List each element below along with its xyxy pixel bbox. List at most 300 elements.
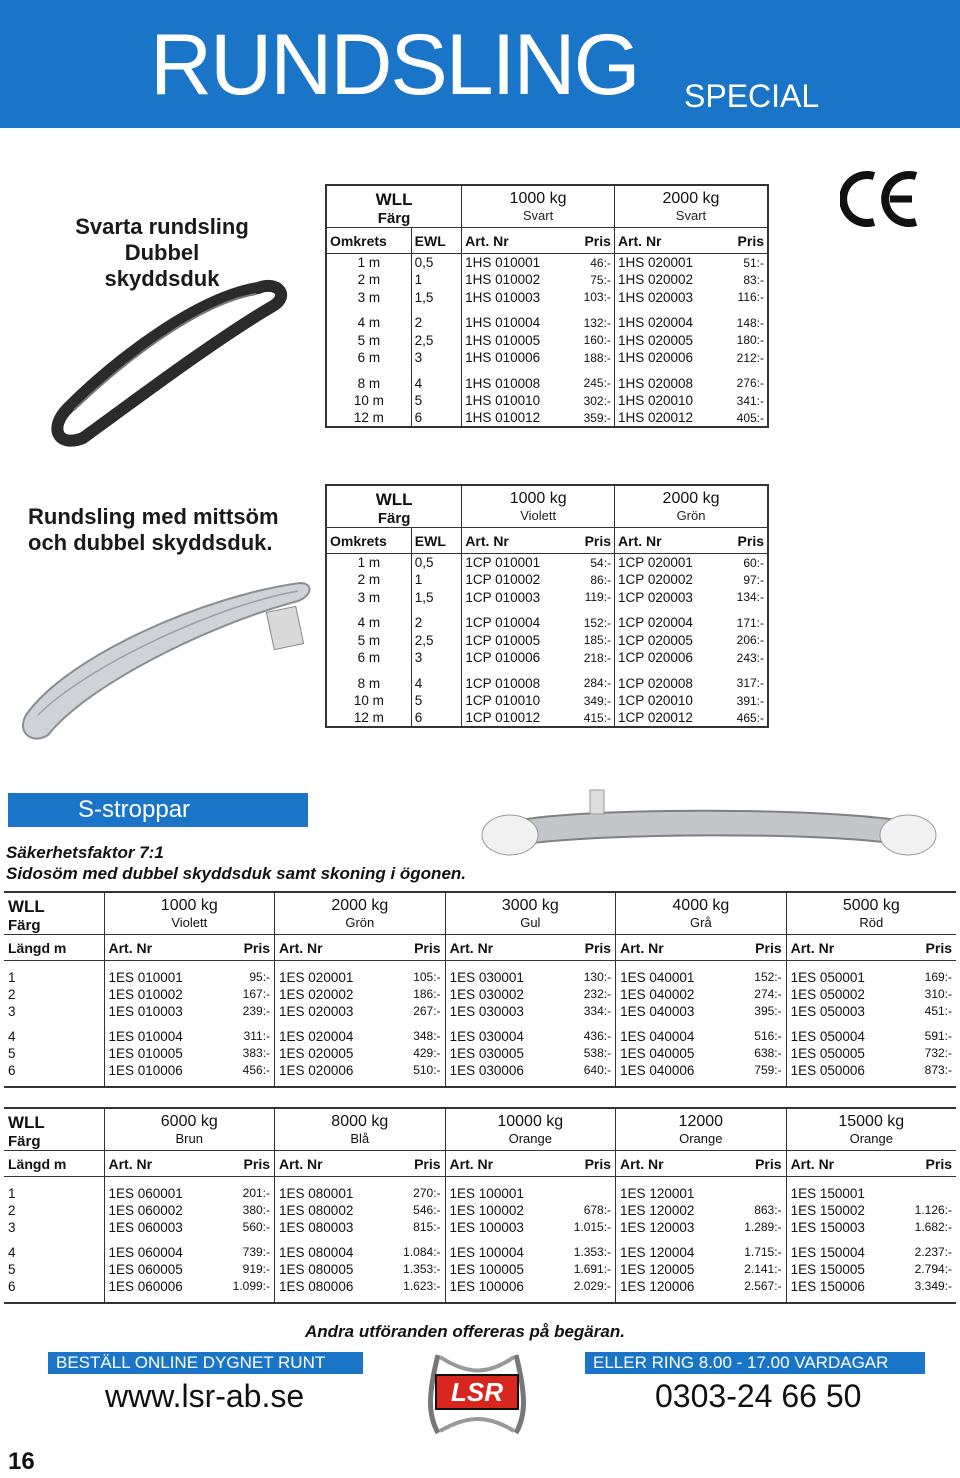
capacity-label: 12000 [678,1113,724,1130]
omkrets-cell: 1 m [357,255,381,270]
price-cell: 451:- [924,1004,952,1018]
price-cell: 119:- [584,590,612,605]
col-header-art: Art. Nr [445,1151,555,1177]
col-header-ewl: EWL [411,528,462,554]
art-nr-cell: 1HS 020010 [614,392,722,410]
art-nr-cell: 1ES 030004 [445,1028,564,1045]
art-nr-cell: 1ES 080001 [275,1185,385,1202]
table-row [326,632,768,650]
art-nr-cell: 1HS 010006 [462,349,570,367]
price-cell: 134:- [736,590,764,605]
price-cell: 1.015:- [573,1220,612,1234]
ewl-cell: 2 [411,614,462,632]
ewl-cell: 3 [411,649,462,667]
table-row [326,392,768,410]
col-header-art: Art. Nr [104,1151,214,1177]
table-row [4,1028,956,1045]
wll-label: WLL [375,190,413,209]
capacity-label: 6000 kg [160,1113,218,1130]
price-cell: 284:- [583,676,612,691]
price-cell: 206:- [736,633,764,648]
price-cell: 863:- [754,1203,782,1217]
col-header-pris: Pris [722,228,768,254]
art-nr-cell: 1HS 010004 [462,314,570,332]
price-cell: 245:- [583,376,611,391]
col-header-art: Art. Nr [445,935,564,961]
price-cell: 3.349:- [914,1279,952,1293]
length-cell: 1 [8,969,16,985]
table-row [326,649,768,667]
art-nr-cell: 1CP 010005 [462,632,570,650]
price-cell: 132:- [583,315,611,330]
price-cell: 405:- [736,410,764,425]
price-cell: 2.141:- [744,1262,782,1276]
section2-rows [326,554,768,728]
capacity-label: 10000 kg [497,1113,564,1130]
price-cell: 75:- [590,272,611,287]
table-row [326,589,768,607]
phone-number: 0303-24 66 50 [655,1378,862,1414]
price-cell: 103:- [583,290,611,305]
art-nr-cell: 1HS 010005 [462,332,570,350]
art-nr-cell: 1ES 010003 [104,1003,223,1020]
safety-factor-text: Säkerhetsfaktor 7:1 [6,843,164,862]
price-cell: 152:- [583,615,612,630]
page-title: RUNDSLING [150,17,639,113]
price-cell: 60:- [743,555,764,570]
art-nr-cell: 1ES 060002 [104,1202,214,1219]
omkrets-cell: 1 m [357,555,381,570]
art-nr-cell: 1ES 050001 [786,969,905,986]
art-nr-cell: 1ES 080006 [275,1278,385,1295]
color-label: Svart [675,208,707,223]
section1-title-line2: Dubbel skyddsduk [104,240,220,291]
table-row [326,332,768,350]
capacity-label: 8000 kg [331,1113,389,1130]
art-nr-cell: 1CP 020005 [615,632,723,650]
price-cell: 160:- [583,333,611,348]
price-cell: 383:- [242,1046,271,1060]
price-cell: 2.567:- [744,1279,782,1293]
length-cell: 5 [8,1045,16,1061]
price-cell: 2.029:- [573,1279,612,1293]
art-nr-cell: 1CP 020012 [615,710,723,728]
col-header-art: Art. Nr [615,528,723,554]
wll-label: WLL [375,490,413,509]
col-header-omkrets: Omkrets [326,228,411,254]
color-label: Orange [508,1131,552,1146]
art-nr-cell: 1CP 010004 [462,614,570,632]
capacity-label: 1000 kg [160,897,218,914]
art-nr-cell: 1HS 010008 [462,375,570,393]
ewl-cell: 1,5 [411,589,462,607]
ewl-cell: 2 [411,314,461,332]
capacity-label: 2000 kg [662,190,720,207]
grey-roundsling-image [8,565,320,745]
ewl-cell: 1 [411,271,461,289]
art-nr-cell: 1ES 150004 [786,1244,896,1261]
art-nr-cell: 1CP 010003 [462,589,570,607]
price-cell: 1.715:- [744,1245,782,1259]
price-cell: 83:- [743,272,764,287]
omkrets-cell: 6 m [357,350,381,366]
price-cell: 302:- [583,393,611,408]
art-nr-cell: 1ES 040002 [616,986,735,1003]
length-cell: 1 [8,1185,16,1201]
art-nr-cell: 1ES 120001 [616,1185,726,1202]
art-nr-cell: 1ES 120005 [616,1261,726,1278]
price-cell: 815:- [413,1220,441,1234]
price-cell: 348:- [413,1029,441,1043]
art-nr-cell: 1ES 020003 [275,1003,394,1020]
ewl-cell: 4 [411,675,462,693]
price-cell: 465:- [736,710,764,725]
col-header-pris: Pris [214,1151,275,1177]
art-nr-cell: 1ES 040004 [616,1028,735,1045]
price-cell: 395:- [754,1004,782,1018]
art-nr-cell: 1ES 080002 [275,1202,385,1219]
length-cell: 3 [8,1219,16,1235]
art-nr-cell: 1ES 030005 [445,1045,564,1062]
lsr-logo [418,1345,536,1437]
header-banner [0,0,960,128]
price-cell: 270:- [413,1186,441,1200]
col-header-art: Art. Nr [614,228,722,254]
art-nr-cell: 1ES 100004 [445,1244,555,1261]
price-cell: 546:- [413,1203,441,1217]
price-cell: 591:- [924,1029,952,1043]
art-nr-cell: 1CP 020010 [615,692,723,710]
price-cell: 560:- [242,1220,271,1234]
color-label: Blå [350,1131,370,1146]
price-cell: 380:- [242,1203,271,1217]
price-cell: 1.289:- [744,1220,782,1234]
art-nr-cell: 1ES 050002 [786,986,905,1003]
art-nr-cell: 1CP 010002 [462,571,570,589]
price-cell: 334:- [583,1004,612,1018]
omkrets-cell: 6 m [357,650,381,666]
capacity-label: 1000 kg [509,490,567,507]
price-cell: 243:- [736,650,764,665]
art-nr-cell: 1ES 020005 [275,1045,394,1062]
col-header-art: Art. Nr [462,528,570,554]
col-header-pris: Pris [555,1151,616,1177]
ewl-cell: 1 [411,571,462,589]
omkrets-cell: 3 m [357,289,381,305]
table-row [4,1202,956,1219]
price-cell: 919:- [242,1262,271,1276]
omkrets-cell: 5 m [357,632,381,648]
col-header-pris: Pris [735,935,787,961]
call-hours-bar: ELLER RING 8.00 - 17.00 VARDAGAR [585,1352,925,1374]
price-cell: 86:- [590,572,612,587]
table-row [326,554,768,572]
s-stroppar-bar: S-stroppar [8,793,308,827]
table-row [326,614,768,632]
art-nr-cell: 1ES 050003 [786,1003,905,1020]
ewl-cell: 6 [411,710,462,728]
footer-note: Andra utföranden offereras på begäran. [305,1322,625,1341]
omkrets-cell: 3 m [357,589,381,605]
price-cell: 436:- [583,1029,612,1043]
price-cell: 415:- [583,710,612,725]
price-cell: 201:- [242,1186,271,1200]
section1-rows [326,254,768,428]
col-header-art: Art. Nr [104,935,223,961]
art-nr-cell: 1HS 020008 [614,375,722,393]
table-row [326,410,768,428]
length-cell: 2 [8,986,16,1002]
color-label: Grön [345,915,375,930]
price-cell: 167:- [242,987,271,1001]
price-cell: 130:- [583,970,612,984]
table-row [4,986,956,1003]
art-nr-cell: 1ES 030006 [445,1062,564,1079]
art-nr-cell: 1ES 150001 [786,1185,896,1202]
art-nr-cell: 1ES 010002 [104,986,223,1003]
s-stroppar-table2 [4,1107,956,1304]
color-label: Orange [849,1131,893,1146]
art-nr-cell: 1CP 020004 [615,614,723,632]
table-row [326,710,768,728]
color-label: Gul [520,915,541,930]
art-nr-cell: 1ES 080005 [275,1261,385,1278]
price-cell: 510:- [413,1063,441,1077]
table-row [4,1003,956,1020]
col-header-art: Art. Nr [786,1151,896,1177]
length-cell: 4 [8,1028,16,1044]
price-cell: 232:- [583,987,612,1001]
art-nr-cell: 1ES 060005 [104,1261,214,1278]
length-cell: 4 [8,1244,16,1260]
art-nr-cell: 1CP 010006 [462,649,570,667]
art-nr-cell: 1HS 010010 [462,392,570,410]
art-nr-cell: 1HS 010001 [462,254,570,272]
section1-table [325,184,769,428]
table-row [326,692,768,710]
price-cell: 538:- [583,1046,612,1060]
price-cell: 739:- [242,1245,271,1259]
omkrets-cell: 4 m [357,315,381,331]
color-label: Svart [522,208,554,223]
price-cell: 169:- [924,970,952,984]
price-cell: 359:- [583,410,611,425]
section2-table [325,484,769,728]
price-cell: 456:- [242,1063,271,1077]
art-nr-cell: 1ES 040001 [616,969,735,986]
s-stroppar-description [6,842,466,884]
col-header-art: Art. Nr [462,228,570,254]
price-cell: 429:- [413,1046,441,1060]
price-cell: 873:- [924,1063,952,1077]
col-header-ewl: EWL [411,228,461,254]
capacity-label: 2000 kg [331,897,389,914]
art-nr-cell: 1HS 020001 [614,254,722,272]
price-cell: 212:- [736,350,764,365]
table-row [4,1062,956,1079]
black-roundsling-image [28,268,298,458]
table-row [326,314,768,332]
price-cell: 2.237:- [914,1245,952,1259]
farg-label: Färg [377,210,411,227]
art-nr-cell: 1ES 080004 [275,1244,385,1261]
price-cell: 1.682:- [914,1220,952,1234]
col-header-art: Art. Nr [275,935,394,961]
col-header-art: Art. Nr [275,1151,385,1177]
art-nr-cell: 1CP 020002 [615,571,723,589]
price-cell: 391:- [736,693,764,708]
art-nr-cell: 1ES 010004 [104,1028,223,1045]
art-nr-cell: 1ES 050005 [786,1045,905,1062]
price-cell: 2.794:- [914,1262,952,1276]
price-cell: 1.353:- [403,1262,441,1276]
art-nr-cell: 1ES 080003 [275,1219,385,1236]
price-cell: 678:- [583,1203,612,1217]
price-cell: 311:- [243,1029,271,1043]
art-nr-cell: 1ES 150006 [786,1278,896,1295]
col-header-pris: Pris [570,228,615,254]
table-row [4,969,956,986]
length-cell: 3 [8,1003,16,1019]
art-nr-cell: 1ES 100005 [445,1261,555,1278]
price-cell: 640:- [583,1063,612,1077]
col-header-art: Art. Nr [616,1151,726,1177]
art-nr-cell: 1HS 020003 [614,289,722,307]
ewl-cell: 0,5 [411,254,461,272]
art-nr-cell: 1HS 010003 [462,289,570,307]
section2-title [28,504,279,556]
color-label: Grå [690,915,712,930]
col-header-pris: Pris [896,1151,956,1177]
omkrets-cell: 2 m [357,572,381,588]
omkrets-cell: 10 m [353,693,384,709]
art-nr-cell: 1ES 100003 [445,1219,555,1236]
capacity-label: 3000 kg [501,897,559,914]
art-nr-cell: 1ES 020006 [275,1062,394,1079]
lsr-logo-text: LSR [451,1377,503,1407]
art-nr-cell: 1ES 060004 [104,1244,214,1261]
price-cell: 148:- [736,315,764,330]
color-label: Violett [520,508,557,523]
color-label: Grön [676,508,706,523]
art-nr-cell: 1ES 030001 [445,969,564,986]
art-nr-cell: 1ES 120004 [616,1244,726,1261]
art-nr-cell: 1HS 020012 [614,410,722,428]
col-header-pris: Pris [722,528,768,554]
price-cell: 349:- [583,693,612,708]
art-nr-cell: 1HS 010012 [462,410,570,428]
ewl-cell: 2,5 [411,332,461,350]
art-nr-cell: 1ES 010006 [104,1062,223,1079]
order-online-bar: BESTÄLL ONLINE DYGNET RUNT [48,1352,363,1374]
price-cell: 46:- [590,255,611,270]
capacity-label: 15000 kg [838,1113,905,1130]
s-strop-image [470,785,950,885]
page-number: 16 [8,1448,35,1475]
art-nr-cell: 1ES 150003 [786,1219,896,1236]
art-nr-cell: 1ES 120006 [616,1278,726,1295]
price-cell: 1.084:- [403,1245,441,1259]
ewl-cell: 5 [411,692,462,710]
capacity-label: 5000 kg [842,897,900,914]
omkrets-cell: 8 m [357,375,381,391]
price-cell: 267:- [413,1004,441,1018]
price-cell: 54:- [590,555,612,570]
art-nr-cell: 1ES 030003 [445,1003,564,1020]
price-cell: 516:- [754,1029,782,1043]
art-nr-cell: 1ES 050006 [786,1062,905,1079]
col-header-pris: Pris [725,1151,786,1177]
farg-label: Färg [377,510,411,527]
table-row [4,1244,956,1261]
art-nr-cell: 1HS 020005 [614,332,722,350]
omkrets-cell: 8 m [357,675,381,691]
ewl-cell: 6 [411,410,461,428]
s-stroppar-table1 [4,891,956,1088]
price-cell: 1.099:- [232,1279,271,1293]
art-nr-cell: 1CP 020008 [615,675,723,693]
ewl-cell: 5 [411,392,461,410]
section2-title-line1: Rundsling med mittsöm [28,504,279,529]
art-nr-cell: 1CP 020001 [615,554,723,572]
art-nr-cell: 1ES 060003 [104,1219,214,1236]
art-nr-cell: 1ES 040003 [616,1003,735,1020]
table-row [326,289,768,307]
price-cell: 274:- [754,987,782,1001]
price-cell: 341:- [736,393,764,408]
col-header-langd: Längd m [4,1151,104,1177]
section1-title-line1: Svarta rundsling [75,214,249,239]
ewl-cell: 3 [411,349,461,367]
col-header-art: Art. Nr [616,935,735,961]
farg-label: Färg [8,917,41,934]
col-header-pris: Pris [394,935,446,961]
capacity-label: 4000 kg [672,897,730,914]
col-header-langd: Längd m [4,935,104,961]
price-cell: 180:- [736,333,764,348]
art-nr-cell: 1CP 020006 [615,649,723,667]
color-label: Orange [679,1131,723,1146]
price-cell: 239:- [242,1004,271,1018]
col-header-pris: Pris [570,528,615,554]
table-row [326,271,768,289]
art-nr-cell: 1ES 030002 [445,986,564,1003]
table-row [4,1185,956,1202]
capacity-label: 1000 kg [509,190,567,207]
table-row [326,254,768,272]
table-row [326,349,768,367]
art-nr-cell: 1ES 150002 [786,1202,896,1219]
art-nr-cell: 1ES 150005 [786,1261,896,1278]
price-cell: 51:- [743,255,764,270]
col-header-pris: Pris [564,935,616,961]
price-cell [555,1185,616,1202]
price-cell: 1.353:- [573,1245,612,1259]
price-cell: 310:- [924,987,952,1001]
price-cell: 116:- [737,290,764,305]
wll-label: WLL [8,1113,45,1132]
color-label: Violett [171,915,208,930]
ewl-cell: 2,5 [411,632,462,650]
length-cell: 6 [8,1278,16,1294]
capacity-label: 2000 kg [662,490,720,507]
col-header-pris: Pris [384,1151,445,1177]
website-link[interactable]: www.lsr-ab.se [105,1378,305,1414]
col-header-pris: Pris [905,935,956,961]
price-cell: 759:- [754,1063,782,1077]
price-cell: 1.126:- [914,1203,952,1217]
table-row [326,571,768,589]
